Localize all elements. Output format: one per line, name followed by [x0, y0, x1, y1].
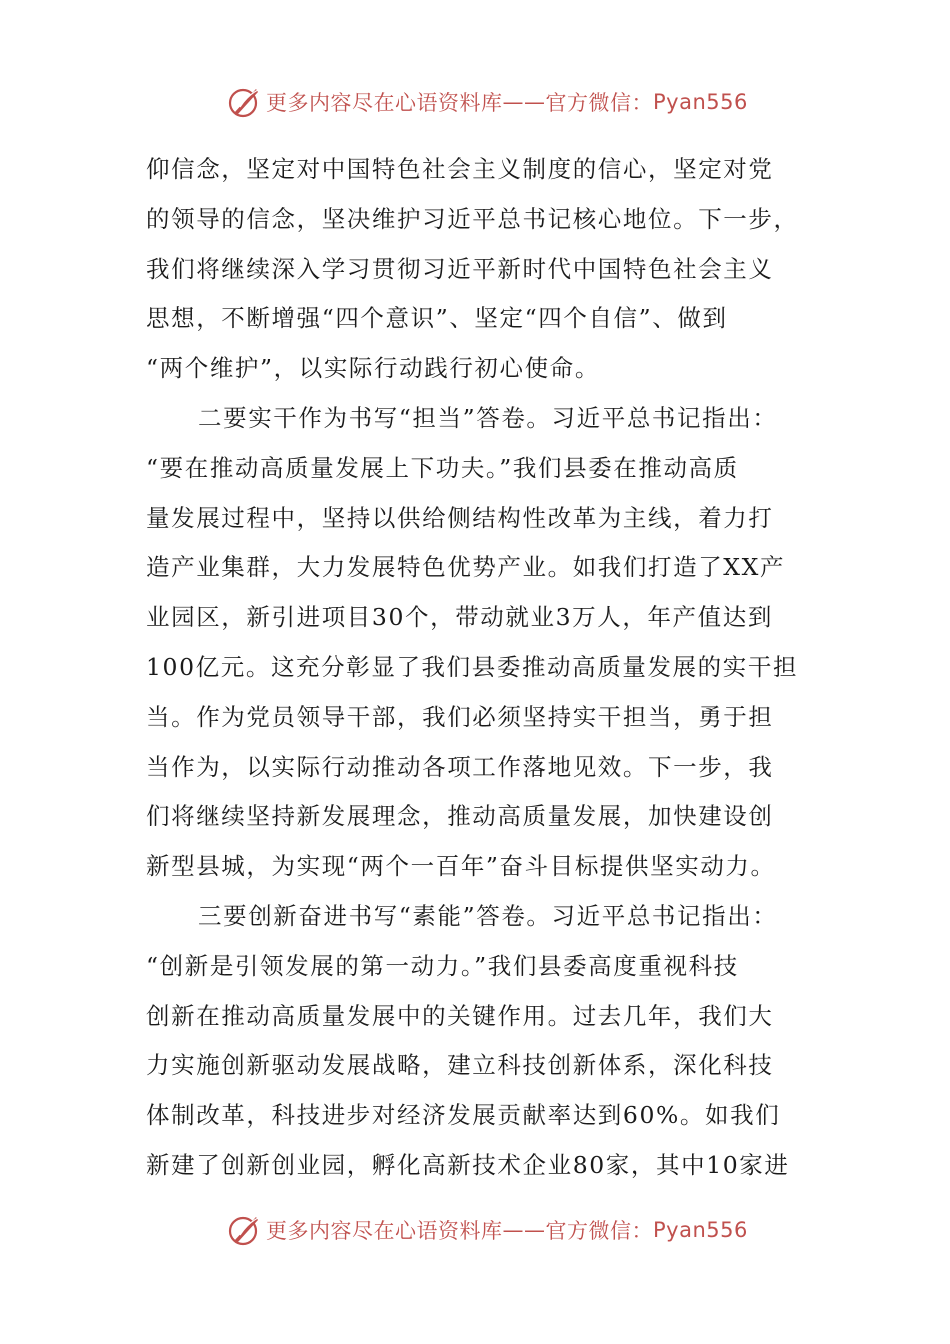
text-line: 100亿元。这充分彰显了我们县委推动高质量发展的实干担: [146, 652, 799, 681]
text-line: 们将继续坚持新发展理念，推动高质量发展，加快建设创: [146, 802, 774, 831]
text-line: 力实施创新驱动发展战略，建立科技创新体系，深化科技: [146, 1051, 774, 1080]
text-line: 当。作为党员领导干部，我们必须坚持实干担当，勇于担: [146, 702, 774, 731]
paragraph-start-line: 三要创新奋进书写“素能”答卷。习近平总书记指出：: [198, 901, 778, 930]
text-line: 当作为，以实际行动推动各项工作落地见效。下一步，我: [146, 752, 774, 781]
text-line: 仰信念，坚定对中国特色社会主义制度的信心，坚定对党: [146, 155, 774, 183]
watermark-wechat-id: Pyan556: [653, 1218, 748, 1242]
watermark-separator: ——: [502, 1218, 546, 1242]
text-line: 新建了创新创业园，孵化高新技术企业80家，其中10家进: [146, 1150, 790, 1179]
watermark-wechat-label: 官方微信：: [545, 1219, 653, 1243]
watermark-wechat-id: Pyan556: [653, 90, 748, 114]
text-line: 新型县城，为实现“两个一百年”奋斗目标提供坚实动力。: [146, 852, 776, 881]
text-line: 我们将继续深入学习贯彻习近平新时代中国特色社会主义: [146, 254, 774, 283]
paragraph-start-line: 二要实干作为书写“担当”答卷。习近平总书记指出：: [198, 403, 778, 432]
text-line: 造产业集群，大力发展特色优势产业。如我们打造了XX产: [146, 553, 786, 582]
text-line: “要在推动高质量发展上下功夫。”我们县委在推动高质: [146, 453, 739, 482]
text-line: 量发展过程中，坚持以供给侧结构性改革为主线，着力打: [146, 503, 774, 532]
quill-logo-icon: [228, 1213, 262, 1247]
watermark-wechat-label: 官方微信：: [545, 91, 653, 115]
document-body: [146, 145, 806, 1191]
text-line: 体制改革，科技进步对经济发展贡献率达到60%。如我们: [146, 1101, 781, 1130]
text-line: 的领导的信念，坚决维护习近平总书记核心地位。下一步，: [146, 204, 799, 233]
footer-watermark: [228, 1212, 748, 1248]
quill-logo-icon: [228, 85, 262, 119]
text-line: 思想，不断增强“四个意识”、坚定“四个自信”、做到: [146, 304, 728, 333]
text-line: “创新是引领发展的第一动力。”我们县委高度重视科技: [146, 951, 739, 980]
header-watermark: [228, 84, 748, 120]
watermark-text: 更多内容尽在心语资料库: [266, 91, 503, 115]
watermark-text: 更多内容尽在心语资料库: [266, 1219, 503, 1243]
text-line: “两个维护”，以实际行动践行初心使命。: [146, 354, 600, 383]
text-line: 业园区，新引进项目30个，带动就业3万人，年产值达到: [146, 603, 773, 632]
watermark-separator: ——: [502, 90, 546, 114]
text-line: 创新在推动高质量发展中的关键作用。过去几年，我们大: [146, 1001, 774, 1030]
